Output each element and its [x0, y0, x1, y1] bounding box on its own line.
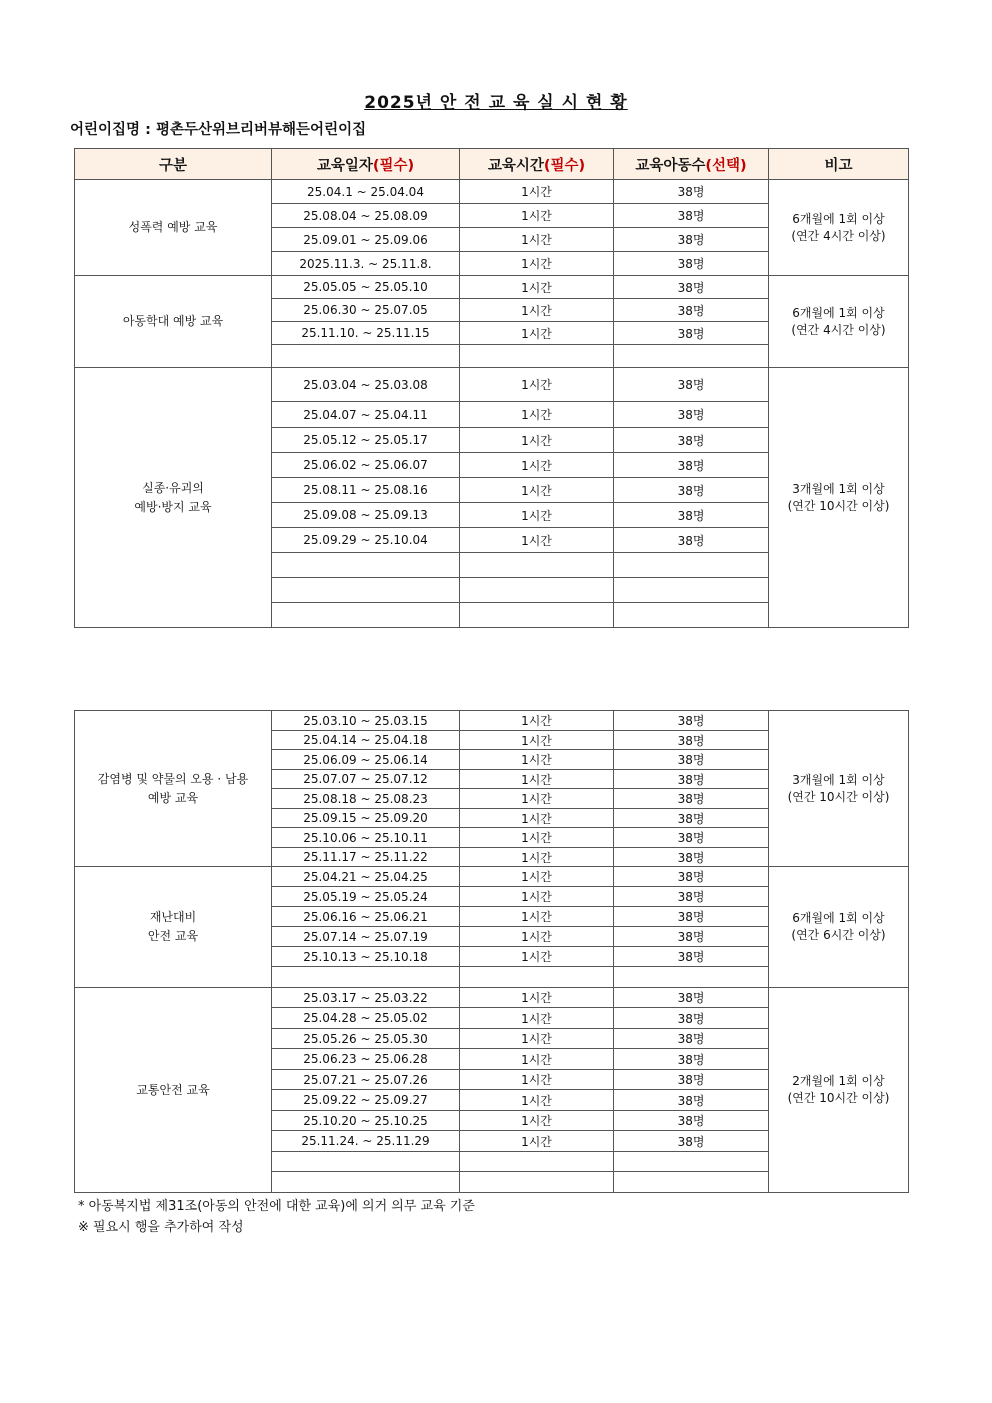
- date-cell: 25.05.05 ~ 25.05.10: [272, 276, 460, 299]
- note-line: (연간 10시간 이상): [787, 498, 890, 513]
- date-cell: [272, 967, 460, 988]
- section-3: [75, 711, 909, 867]
- children-count-cell: 38명: [614, 789, 769, 809]
- category-cell: [75, 368, 272, 628]
- date-cell: 25.09.29 ~ 25.10.04: [272, 528, 460, 553]
- date-cell: [272, 553, 460, 578]
- children-count-cell: 38명: [614, 478, 769, 503]
- children-count-cell: 38명: [614, 322, 769, 345]
- time-cell: 1시간: [460, 828, 614, 848]
- date-cell: 25.03.04 ~ 25.03.08: [272, 368, 460, 402]
- children-count-cell: 38명: [614, 252, 769, 276]
- time-cell: 1시간: [460, 180, 614, 204]
- date-cell: 25.04.07 ~ 25.04.11: [272, 402, 460, 428]
- children-count-cell: 38명: [614, 228, 769, 252]
- time-cell: [460, 578, 614, 603]
- time-cell: 1시간: [460, 887, 614, 907]
- category-cell: [75, 867, 272, 988]
- category-label-line: 실종·유괴의: [142, 480, 204, 495]
- time-cell: 1시간: [460, 1008, 614, 1029]
- table-row: [75, 180, 909, 204]
- time-cell: [460, 1152, 614, 1172]
- time-cell: 1시간: [460, 848, 614, 867]
- footnote-legal-basis: * 아동복지법 제31조(아동의 안전에 대한 교육)에 의거 의무 교육 기준: [78, 1199, 475, 1214]
- document-title: 2025년 안 전 교 육 실 시 현 황: [364, 93, 628, 113]
- date-cell: 25.04.14 ~ 25.04.18: [272, 731, 460, 750]
- date-cell: 25.09.01 ~ 25.09.06: [272, 228, 460, 252]
- time-cell: 1시간: [460, 867, 614, 887]
- note-cell: [769, 711, 909, 867]
- category-label-line: 아동학대 예방 교육: [122, 314, 224, 328]
- children-count-cell: 38명: [614, 828, 769, 848]
- children-count-cell: 38명: [614, 907, 769, 927]
- children-count-cell: [614, 553, 769, 578]
- children-count-cell: [614, 1172, 769, 1193]
- date-cell: 25.06.02 ~ 25.06.07: [272, 453, 460, 478]
- date-cell: 25.08.04 ~ 25.08.09: [272, 204, 460, 228]
- time-cell: 1시간: [460, 503, 614, 528]
- time-cell: 1시간: [460, 907, 614, 927]
- time-cell: 1시간: [460, 528, 614, 553]
- note-line: 3개월에 1회 이상: [792, 481, 885, 496]
- children-count-cell: 38명: [614, 428, 769, 453]
- category-label-line: 성폭력 예방 교육: [128, 220, 218, 234]
- time-cell: [460, 345, 614, 368]
- section-5: [75, 988, 909, 1193]
- children-count-cell: 38명: [614, 402, 769, 428]
- category-cell: [75, 180, 272, 276]
- time-cell: 1시간: [460, 252, 614, 276]
- children-count-cell: 38명: [614, 1049, 769, 1070]
- table-row: [75, 867, 909, 887]
- date-cell: 25.11.17 ~ 25.11.22: [272, 848, 460, 867]
- time-cell: 1시간: [460, 711, 614, 731]
- header-children-label: 교육아동수: [635, 157, 706, 174]
- date-cell: 2025.11.3. ~ 25.11.8.: [272, 252, 460, 276]
- children-count-cell: 38명: [614, 867, 769, 887]
- children-count-cell: 38명: [614, 503, 769, 528]
- center-name-value: 평촌두산위브리버뷰해든어린이집: [155, 122, 367, 138]
- date-cell: 25.03.17 ~ 25.03.22: [272, 988, 460, 1008]
- header-children-optional-tag: (선택): [705, 157, 747, 174]
- children-count-cell: 38명: [614, 368, 769, 402]
- children-count-cell: 38명: [614, 299, 769, 322]
- children-count-cell: 38명: [614, 988, 769, 1008]
- center-name-separator: :: [145, 122, 151, 138]
- time-cell: 1시간: [460, 750, 614, 770]
- header-time: [460, 149, 614, 180]
- date-cell: [272, 1172, 460, 1193]
- note-line: (연간 10시간 이상): [787, 1091, 890, 1105]
- children-count-cell: 38명: [614, 180, 769, 204]
- time-cell: 1시간: [460, 1111, 614, 1131]
- date-cell: [272, 345, 460, 368]
- date-cell: 25.04.28 ~ 25.05.02: [272, 1008, 460, 1029]
- note-line: (연간 4시간 이상): [791, 322, 886, 337]
- date-cell: [272, 1152, 460, 1172]
- time-cell: 1시간: [460, 809, 614, 828]
- header-time-required-tag: (필수): [543, 157, 586, 174]
- children-count-cell: 38명: [614, 1008, 769, 1029]
- note-line: (연간 4시간 이상): [791, 228, 886, 243]
- time-cell: 1시간: [460, 731, 614, 750]
- children-count-cell: [614, 578, 769, 603]
- children-count-cell: 38명: [614, 848, 769, 867]
- time-cell: 1시간: [460, 927, 614, 947]
- children-count-cell: 38명: [614, 1131, 769, 1152]
- category-label-line: 예방·방지 교육: [134, 499, 212, 514]
- note-line: 6개월에 1회 이상: [792, 911, 885, 925]
- table-row: [75, 988, 909, 1008]
- date-cell: 25.09.15 ~ 25.09.20: [272, 809, 460, 828]
- children-count-cell: [614, 1152, 769, 1172]
- time-cell: 1시간: [460, 1049, 614, 1070]
- header-note: 비고: [769, 149, 909, 180]
- center-name-label: 어린이집명: [70, 122, 141, 138]
- category-label-line: 재난대비: [149, 910, 197, 924]
- time-cell: 1시간: [460, 228, 614, 252]
- table-row: [75, 276, 909, 299]
- time-cell: 1시간: [460, 988, 614, 1008]
- date-cell: [272, 578, 460, 603]
- date-cell: 25.06.16 ~ 25.06.21: [272, 907, 460, 927]
- children-count-cell: 38명: [614, 204, 769, 228]
- footnote-add-rows: ※ 필요시 행을 추가하여 작성: [78, 1220, 244, 1235]
- category-label-line: 예방 교육: [147, 790, 199, 805]
- category-label-line: 안전 교육: [147, 929, 199, 943]
- category-cell: [75, 988, 272, 1193]
- children-count-cell: 38명: [614, 528, 769, 553]
- time-cell: 1시간: [460, 204, 614, 228]
- children-count-cell: 38명: [614, 1111, 769, 1131]
- table-header-row: [75, 149, 909, 180]
- header-time-label: 교육시간: [487, 157, 544, 174]
- date-cell: 25.11.10. ~ 25.11.15: [272, 322, 460, 345]
- category-cell: [75, 711, 272, 867]
- date-cell: 25.04.21 ~ 25.04.25: [272, 867, 460, 887]
- date-cell: 25.10.06 ~ 25.10.11: [272, 828, 460, 848]
- children-count-cell: 38명: [614, 887, 769, 907]
- children-count-cell: 38명: [614, 1029, 769, 1049]
- time-cell: 1시간: [460, 1070, 614, 1090]
- children-count-cell: [614, 967, 769, 988]
- time-cell: [460, 603, 614, 628]
- time-cell: [460, 1172, 614, 1193]
- date-cell: 25.09.22 ~ 25.09.27: [272, 1090, 460, 1111]
- children-count-cell: 38명: [614, 750, 769, 770]
- table-row: [75, 368, 909, 402]
- time-cell: 1시간: [460, 1131, 614, 1152]
- time-cell: 1시간: [460, 947, 614, 967]
- header-date: [272, 149, 460, 180]
- children-count-cell: 38명: [614, 1070, 769, 1090]
- time-cell: 1시간: [460, 453, 614, 478]
- time-cell: [460, 967, 614, 988]
- date-cell: 25.09.08 ~ 25.09.13: [272, 503, 460, 528]
- time-cell: 1시간: [460, 789, 614, 809]
- date-cell: 25.03.10 ~ 25.03.15: [272, 711, 460, 731]
- category-label-line: 감염병 및 약물의 오용 · 남용: [97, 771, 249, 786]
- children-count-cell: 38명: [614, 731, 769, 750]
- time-cell: 1시간: [460, 770, 614, 789]
- date-cell: 25.06.09 ~ 25.06.14: [272, 750, 460, 770]
- children-count-cell: 38명: [614, 947, 769, 967]
- header-children: [614, 149, 769, 180]
- time-cell: 1시간: [460, 1090, 614, 1111]
- date-cell: 25.11.24. ~ 25.11.29: [272, 1131, 460, 1152]
- time-cell: [460, 553, 614, 578]
- time-cell: 1시간: [460, 428, 614, 453]
- note-line: (연간 10시간 이상): [787, 789, 890, 804]
- date-cell: 25.05.26 ~ 25.05.30: [272, 1029, 460, 1049]
- safety-education-table-part2: [74, 710, 909, 1193]
- date-cell: 25.10.13 ~ 25.10.18: [272, 947, 460, 967]
- children-count-cell: [614, 345, 769, 368]
- note-cell: [769, 867, 909, 988]
- children-count-cell: 38명: [614, 927, 769, 947]
- time-cell: 1시간: [460, 368, 614, 402]
- category-label-line: 교통안전 교육: [136, 1082, 210, 1097]
- category-cell: [75, 276, 272, 368]
- children-count-cell: 38명: [614, 711, 769, 731]
- date-cell: 25.08.11 ~ 25.08.16: [272, 478, 460, 503]
- header-date-label: 교육일자: [316, 157, 373, 174]
- note-line: 6개월에 1회 이상: [792, 211, 885, 226]
- center-name-line: [70, 118, 366, 139]
- table-row: [75, 711, 909, 731]
- section-0: [75, 180, 909, 276]
- note-cell: [769, 180, 909, 276]
- date-cell: 25.04.1 ~ 25.04.04: [272, 180, 460, 204]
- time-cell: 1시간: [460, 402, 614, 428]
- date-cell: 25.06.30 ~ 25.07.05: [272, 299, 460, 322]
- time-cell: 1시간: [460, 1029, 614, 1049]
- children-count-cell: 38명: [614, 276, 769, 299]
- date-cell: 25.06.23 ~ 25.06.28: [272, 1049, 460, 1070]
- note-cell: [769, 988, 909, 1193]
- note-line: 2개월에 1회 이상: [792, 1074, 885, 1088]
- header-category: 구분: [75, 149, 272, 180]
- children-count-cell: 38명: [614, 809, 769, 828]
- date-cell: 25.07.14 ~ 25.07.19: [272, 927, 460, 947]
- section-1: [75, 276, 909, 368]
- date-cell: 25.07.21 ~ 25.07.26: [272, 1070, 460, 1090]
- children-count-cell: 38명: [614, 1090, 769, 1111]
- date-cell: 25.05.12 ~ 25.05.17: [272, 428, 460, 453]
- time-cell: 1시간: [460, 276, 614, 299]
- header-date-required-tag: (필수): [372, 157, 415, 174]
- date-cell: 25.10.20 ~ 25.10.25: [272, 1111, 460, 1131]
- time-cell: 1시간: [460, 478, 614, 503]
- time-cell: 1시간: [460, 322, 614, 345]
- date-cell: [272, 603, 460, 628]
- safety-education-table-part1: [74, 148, 909, 628]
- date-cell: 25.08.18 ~ 25.08.23: [272, 789, 460, 809]
- section-4: [75, 867, 909, 988]
- section-2: [75, 368, 909, 628]
- note-line: 3개월에 1회 이상: [792, 772, 885, 787]
- date-cell: 25.05.19 ~ 25.05.24: [272, 887, 460, 907]
- children-count-cell: 38명: [614, 770, 769, 789]
- children-count-cell: 38명: [614, 453, 769, 478]
- children-count-cell: [614, 603, 769, 628]
- time-cell: 1시간: [460, 299, 614, 322]
- note-line: (연간 6시간 이상): [791, 928, 886, 942]
- note-cell: [769, 276, 909, 368]
- note-cell: [769, 368, 909, 628]
- note-line: 6개월에 1회 이상: [792, 305, 885, 320]
- date-cell: 25.07.07 ~ 25.07.12: [272, 770, 460, 789]
